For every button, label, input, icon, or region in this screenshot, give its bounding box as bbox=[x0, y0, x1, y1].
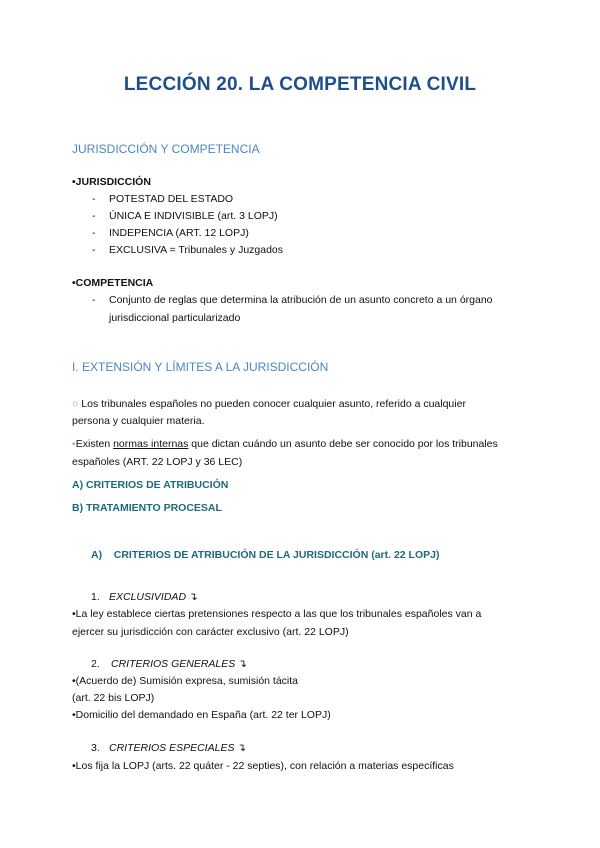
list-item: ÚNICA E INDIVISIBLE (art. 3 LOPJ) bbox=[109, 210, 278, 222]
circle-bullet-icon: ○ bbox=[72, 398, 79, 410]
link-criterios-atribucion[interactable]: A) CRITERIOS DE ATRIBUCIÓN bbox=[72, 479, 229, 491]
item-number: 2. bbox=[91, 658, 100, 670]
item-title-criterios-generales: CRITERIOS GENERALES ↴ bbox=[111, 658, 247, 670]
item-number: 1. bbox=[91, 591, 100, 603]
paragraph-text: Existen bbox=[75, 438, 114, 450]
underlined-term: normas internas bbox=[113, 438, 189, 450]
paragraph-line: •Los fija la LOPJ (arts. 22 quáter - 22 septies), con relación a materias específicas bbox=[72, 760, 454, 772]
list-item: EXCLUSIVA = Tribunales y Juzgados bbox=[109, 244, 284, 256]
list-dash: - bbox=[92, 193, 96, 205]
list-dash: - bbox=[92, 227, 96, 239]
list-dash: - bbox=[92, 294, 96, 306]
section-heading-extension-limites: I. EXTENSIÓN Y LÍMITES A LA JURISDICCIÓN bbox=[72, 360, 329, 374]
paragraph-line: •Domicilio del demandado en España (art. 22 ter LOPJ) bbox=[72, 709, 331, 721]
paragraph-line: españoles (ART. 22 LOPJ y 36 LEC) bbox=[72, 456, 243, 468]
link-tratamiento-procesal[interactable]: B) TRATAMIENTO PROCESAL bbox=[72, 502, 222, 514]
list-item: INDEPENCIA (ART. 12 LOPJ) bbox=[109, 227, 249, 239]
list-dash: - bbox=[92, 210, 96, 222]
paragraph-line bbox=[72, 398, 466, 410]
paragraph-line: (art. 22 bis LOPJ) bbox=[72, 692, 155, 704]
paragraph-line: •La ley establece ciertas pretensiones respecto a las que los tribunales españoles van a bbox=[72, 608, 482, 620]
competencia-item-line2: jurisdiccional particularizado bbox=[109, 312, 241, 324]
square-bullet-icon: ▪ bbox=[72, 438, 76, 450]
list-dash: - bbox=[92, 244, 96, 256]
item-number: 3. bbox=[91, 742, 100, 754]
paragraph-line: ejercer su jurisdicción con carácter exclusivo (art. 22 LOPJ) bbox=[72, 626, 349, 638]
item-title-criterios-especiales: CRITERIOS ESPECIALES ↴ bbox=[109, 742, 247, 754]
section-heading-criterios-atribucion: A) CRITERIOS DE ATRIBUCIÓN DE LA JURISDICCIÓN (art. 22 LOPJ) bbox=[91, 549, 440, 561]
item-title-exclusividad: EXCLUSIVIDAD ↴ bbox=[109, 591, 198, 603]
paragraph-text: que dictan cuándo un asunto debe ser conocido por los tribunales bbox=[188, 438, 498, 450]
section-heading-jurisdiccion-competencia: JURISDICCIÓN Y COMPETENCIA bbox=[72, 142, 260, 156]
page-title: LECCIÓN 20. LA COMPETENCIA CIVIL bbox=[123, 74, 477, 95]
paragraph-line: persona y cualquier materia. bbox=[72, 415, 205, 427]
paragraph-text: Los tribunales españoles no pueden conocer cualquier asunto, referido a cualquier bbox=[78, 398, 466, 410]
competencia-label: •COMPETENCIA bbox=[72, 277, 154, 289]
list-item: POTESTAD DEL ESTADO bbox=[109, 193, 234, 205]
competencia-item-line1: Conjunto de reglas que determina la atribución de un asunto concreto a un órgano bbox=[109, 294, 493, 306]
paragraph-line bbox=[72, 438, 498, 450]
paragraph-line: •(Acuerdo de) Sumisión expresa, sumisión tácita bbox=[72, 675, 299, 687]
jurisdiccion-label: •JURISDICCIÓN bbox=[72, 176, 151, 188]
